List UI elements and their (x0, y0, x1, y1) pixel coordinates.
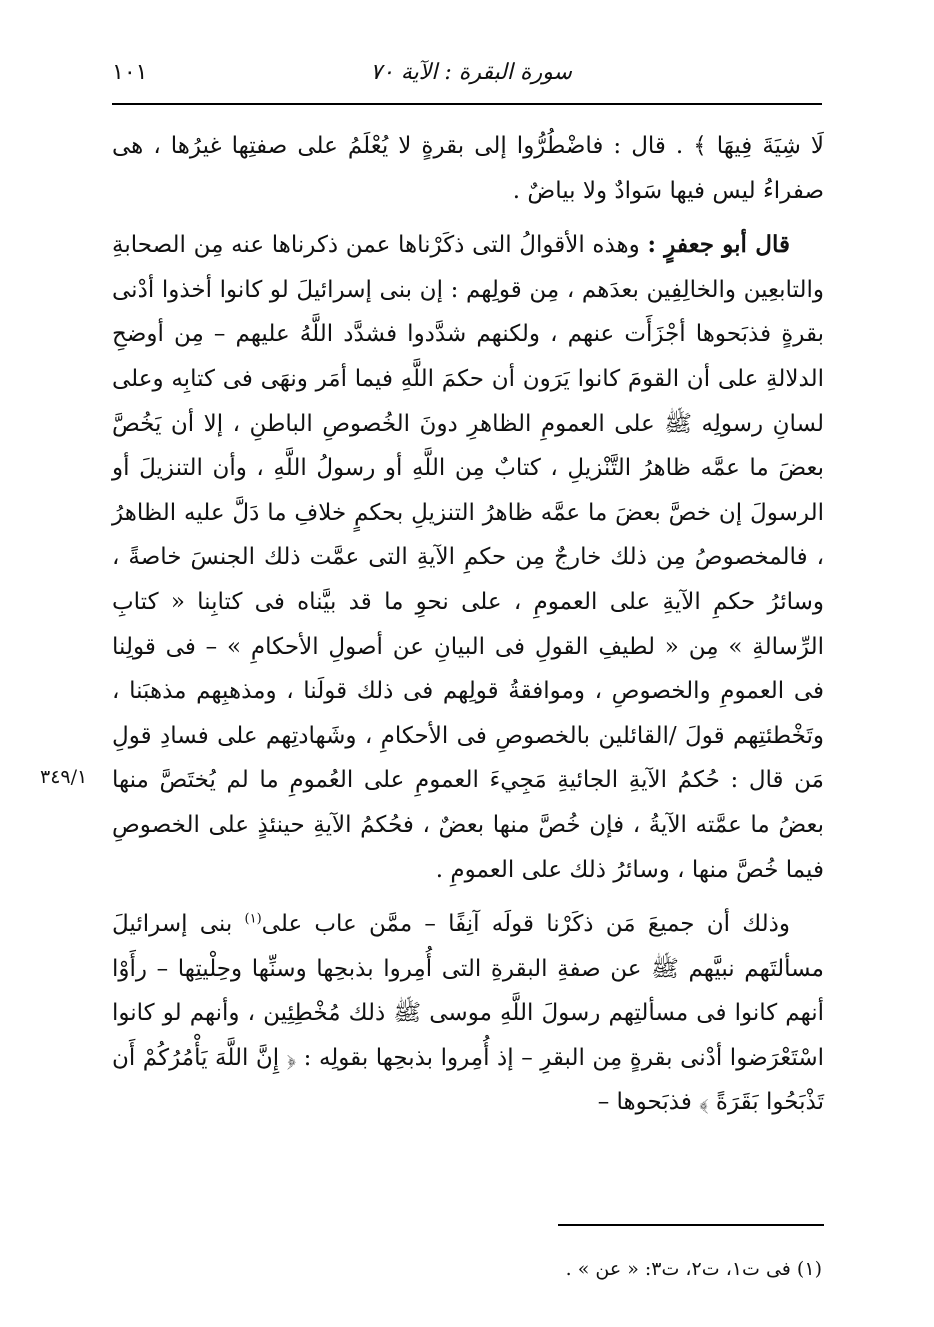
footnote-reference[interactable]: (١) (244, 911, 262, 927)
paragraph-text: بنى إسرائيلَ مسألتَهم نبيَّهم ﷺ عن صفةِ البقرةِ التى أُمِروا بذبحِها وسنِّها وحِلْيتِها – رأَوْا أنهم كانوا فى مسألتِهم رسولَ اللَّهِ موسى ﷺ ذلك مُخْطِئِين ، وأنهم لو كانوا اسْتَعْرَضوا أدْنى بقرةٍ مِن البقرِ – إذ أُمِروا بذبحِها بقولِه : ﴿ إِنَّ اللَّهَ يَأْمُرُكُمْ أَن تَذْبَحُوا بَقَرَةً ﴾ فذبَحوها – (112, 911, 824, 1116)
footnote-rule (558, 1224, 824, 1226)
paragraph: لَا شِيَةَ فِيهَا ﴾ . قال : فاضْطُرُّوا إلى بقرةٍ لا يُعْلَمُ على صفتِها غيرُها ، هى صفراءُ ليس فيها سَوادٌ ولا بياضٌ . (112, 133, 824, 204)
paragraph (112, 223, 824, 892)
footnote: (١) فى ت١، ت٢، ت٣: « عن » . (565, 1258, 822, 1280)
speaker-label: قال أبو جعفرٍ : (647, 231, 791, 259)
paragraph (112, 902, 824, 1125)
paragraph-text: وذلك أن جميعَ مَن ذكَرْنا قولَه آنِفًا – ممَّن عاب على (261, 911, 791, 938)
margin-note: ٣٤٩/١ (40, 766, 88, 788)
page-number: ١٠١ (112, 60, 148, 85)
paragraph-text: وهذه الأقوالُ التى ذكَرْناها عمن ذكرناها عنه مِن الصحابةِ والتابعِين والخالِفِين بعدَهم ، مِن قولِهم : إن بنى إسرائيلَ لو كانوا أخذوا أدْنى بقرةٍ فذبَحوها أجْزَأَت عنهم ، ولكنهم شدَّدوا فشدَّد اللَّهُ عليهم – مِن أوضحِ الدلالةِ على أن القومَ كانوا يَرَون أن حكمَ اللَّهِ فيما أمَر ونهَى فى كتابِه وعلى لسانِ رسولِه ﷺ على العمومِ الظاهرِ دونَ الخُصوصِ الباطنِ ، إلا أن يَخُصَّ بعضَ ما عمَّه ظاهرُ التَّنْزيلِ ، كتابٌ مِن اللَّهِ أو رسولُ اللَّهِ ، وأن التنزيلَ أو الرسولَ إن خصَّ بعضَ ما عمَّه ظاهرُ التنزيلِ بحكمٍ خلافِ ما دَلَّ عليه الظاهرُ ، فالمخصوصُ مِن ذلك خارجٌ مِن حكمِ الآيةِ التى عمَّت ذلك الجنسَ خاصةً ، وسائرُ حكمِ الآيةِ على العمومِ ، على نحوِ ما قد بيَّناه فى كتابِنا « كتابِ الرِّسالةِ » مِن « لطيفِ القولِ فى البيانِ عن أصولِ الأحكامِ » – فى قولِنا فى العمومِ والخصوصِ ، وموافقةُ قولِهم فى ذلك قولَنا ، ومذهبِهم مذهبَنا ، وتَخْطئتِهم قولَ /القائلين بالخصوصِ فى الأحكامِ ، وشَهادتِهم على فسادِ قولِ مَن قال : حُكمُ الآيةِ الجائيةِ مَجِيءَ العمومِ على العُمومِ ما لم يُختَصَّ منها بعضُ ما عمَّته الآيةُ ، فإن خُصَّ منها بعضٌ ، فحُكمُ الآيةِ حينئذٍ على الخصوصِ فيما خُصَّ منها ، وسائرُ ذلك على العمومِ . (112, 232, 824, 883)
header-rule (112, 103, 822, 105)
running-title: سورة البقرة : الآية ٧٠ (370, 60, 572, 85)
page-header (112, 52, 822, 100)
main-text (112, 124, 824, 1125)
